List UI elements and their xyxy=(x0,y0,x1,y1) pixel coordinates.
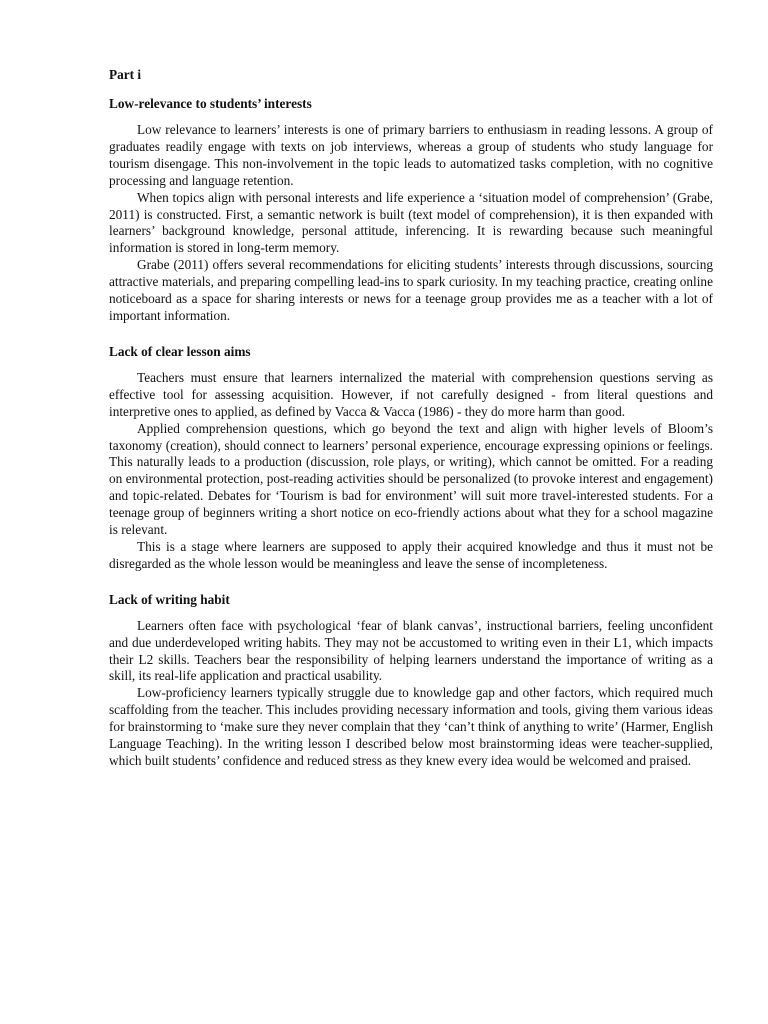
section-heading: Lack of writing habit xyxy=(109,591,230,607)
section-lesson-aims xyxy=(109,343,713,573)
document-page xyxy=(109,66,713,770)
paragraph: Applied comprehension questions, which go beyond the text and align with higher levels of Bloom’s taxonomy (creation), should connect to learners’ personal experience, encourage expressing opinions or feelings. This naturally leads to a production (discussion, role plays, or writing), which cannot be omitted. For a reading on environmental protection, post-reading activities should be personalized (to provoke interest and engagement) and topic-related. Debates for ‘Tourism is bad for environment’ will suit more travel-interested students. For a teenage group of beginners writing a short notice on eco-friendly actions about what they for a school magazine is relevant. xyxy=(109,420,713,538)
paragraph: Grabe (2011) offers several recommendations for eliciting students’ interests through discussions, sourcing attractive materials, and preparing compelling lead-ins to spark curiosity. In my teaching practice, creating online noticeboard as a space for sharing interests or news for a teenage group provides me as a teacher with a lot of important information. xyxy=(109,257,713,323)
section-low-relevance xyxy=(109,95,713,325)
paragraph: Low-proficiency learners typically struggle due to knowledge gap and other factors, which required much scaffolding from the teacher. This includes providing necessary information and tools, giving them various ideas for brainstorming to ‘make sure they never complain that they ‘can’t think of anything to write’ (Harmer, English Language Teaching). In the writing lesson I described below most brainstorming ideas were teacher-supplied, which built students’ confidence and reduced stress as they knew every idea would be welcomed and praised. xyxy=(109,685,713,768)
paragraph: Teachers must ensure that learners internalized the material with comprehension questions serving as effective tool for assessing acquisition. However, if not carefully designed - from literal questions and interpretive ones to applied, as defined by Vacca & Vacca (1986) - they do more harm than good. xyxy=(109,369,713,419)
section-writing-habit xyxy=(109,591,713,770)
section-heading: Lack of clear lesson aims xyxy=(109,343,251,359)
section-heading: Low-relevance to students’ interests xyxy=(109,96,312,111)
paragraph: This is a stage where learners are supposed to apply their acquired knowledge and thus it must not be disregarded as the whole lesson would be meaningless and leave the sense of incompleteness. xyxy=(109,538,713,571)
paragraph: Low relevance to learners’ interests is one of primary barriers to enthusiasm in reading lessons. A group of graduates readily engage with texts on job interviews, whereas a group of students who study language for tourism disengage. This non-involvement in the topic leads to automatized tasks completion, with no cognitive processing and language retention. xyxy=(109,122,713,188)
part-title: Part i xyxy=(109,67,142,82)
paragraph: Learners often face with psychological ‘fear of blank canvas’, instructional barriers, feeling unconfident and due underdeveloped writing habits. They may not be accustomed to writing even in their L1, which impacts their L2 skills. Teachers bear the responsibility of helping learners understand the importance of writing as a skill, its real-life application and practical usability. xyxy=(109,617,713,684)
paragraph: When topics align with personal interests and life experience a ‘situation model of comprehension’ (Grabe, 2011) is constructed. First, a semantic network is built (text model of comprehension), it is then expanded with learners’ background knowledge, personal attitude, inferencing. It is rewarding because such meaningful information is stored in long-term memory. xyxy=(109,189,713,256)
